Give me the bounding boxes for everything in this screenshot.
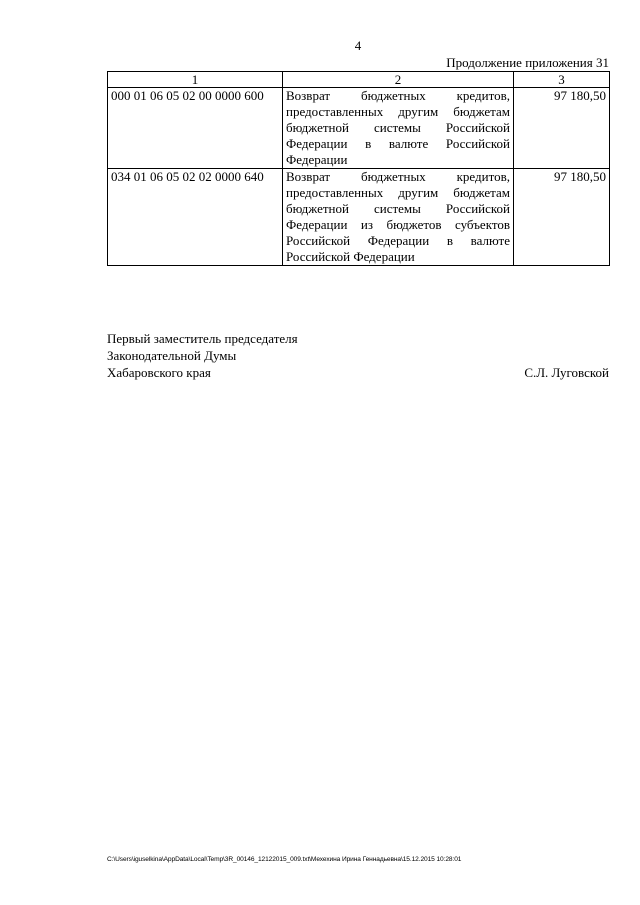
description-line: бюджетной системы Российской xyxy=(286,201,510,216)
description-line: Федерации из бюджетов субъектов xyxy=(286,217,510,232)
signature-row xyxy=(107,364,609,381)
table-row xyxy=(108,169,610,266)
description-line: Российской Федерации xyxy=(286,249,415,264)
column-header: 3 xyxy=(514,72,610,88)
amount-cell: 97 180,50 xyxy=(514,88,610,169)
budget-table xyxy=(107,71,610,266)
description-line: Российской Федерации в валюте xyxy=(286,233,510,248)
table-header-row xyxy=(108,72,610,88)
description-cell xyxy=(283,169,514,266)
budget-code-cell: 034 01 06 05 02 02 0000 640 xyxy=(108,169,283,266)
signature-block xyxy=(107,330,609,381)
signatory-title-line: Законодательной Думы xyxy=(107,348,237,363)
amount-cell: 97 180,50 xyxy=(514,169,610,266)
column-header: 1 xyxy=(108,72,283,88)
description-line: Федерации в валюте Российской xyxy=(286,136,510,151)
signatory-title-line: Первый заместитель председателя xyxy=(107,331,298,346)
description-line: Федерации xyxy=(286,152,348,167)
signatory-title-line: Хабаровского края xyxy=(107,365,211,380)
budget-code-cell: 000 01 06 05 02 00 0000 600 xyxy=(108,88,283,169)
description-line: предоставленных другим бюджетам xyxy=(286,104,510,119)
table-row xyxy=(108,88,610,169)
column-header: 2 xyxy=(283,72,514,88)
description-line: бюджетной системы Российской xyxy=(286,120,510,135)
signatory-name: С.Л. Луговской xyxy=(524,365,609,380)
page-number: 4 xyxy=(354,38,362,53)
description-line: Возврат бюджетных кредитов, xyxy=(286,169,510,184)
description-line: предоставленных другим бюджетам xyxy=(286,185,510,200)
description-line: Возврат бюджетных кредитов, xyxy=(286,88,510,103)
continuation-label: Продолжение приложения 31 xyxy=(446,55,609,70)
description-cell xyxy=(283,88,514,169)
footer-file-path: C:\Users\iguselkina\AppData\Local\Temp\3R_00146_12122015_009.txt\Мехехина Ирина Геннадьевна\15.12.2015 10:28:01 xyxy=(107,856,462,863)
